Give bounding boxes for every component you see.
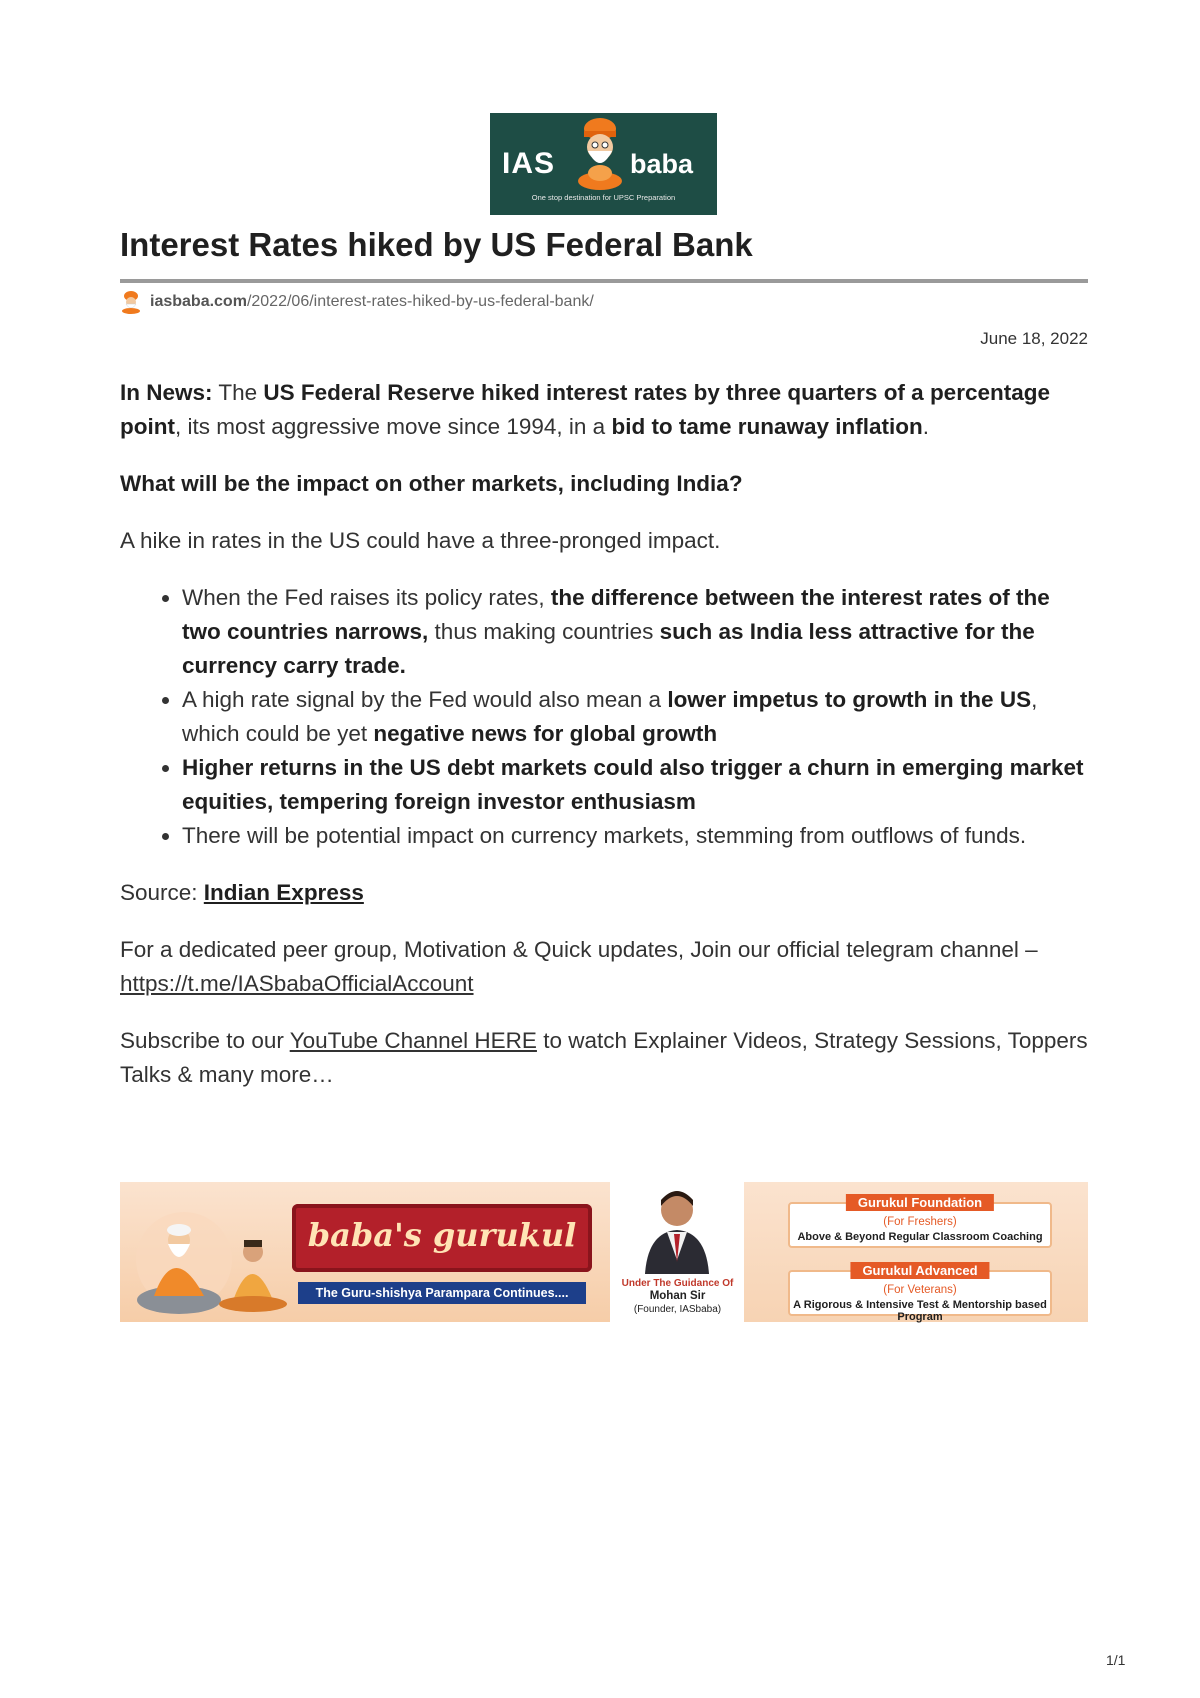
gurukul-advanced-card[interactable] (788, 1263, 1052, 1323)
gurukul-advanced-tag: Gurukul Advanced (850, 1262, 989, 1279)
mentor-role: (Founder, IASbaba) (633, 1304, 722, 1315)
mentor-caption (610, 1277, 745, 1316)
bullet2-text-1: A high rate signal by the Fed would also mean a (182, 687, 668, 712)
bullet2-bold-2: negative news for global growth (373, 721, 718, 746)
guru-shishya-ribbon: The Guru-shishya Parampara Continues.... (298, 1282, 586, 1304)
gurukul-foundation-card[interactable] (788, 1195, 1052, 1248)
question-heading (120, 467, 1088, 501)
bullet1-bold-2: such as India less attractive for the currency carry trade. (182, 619, 1035, 678)
youtube-paragraph (120, 1024, 1088, 1092)
in-news-bold-1: US Federal Reserve hiked interest rates by three quarters of a percentage point (120, 380, 1050, 439)
question-text: What will be the impact on other markets, including India? (120, 471, 743, 496)
source-path: /2022/06/interest-rates-hiked-by-us-federal-bank/ (246, 293, 594, 310)
bullet3-bold: Higher returns in the US debt markets could also trigger a churn in emerging market equities, tempering foreign investor enthusiasm (182, 755, 1084, 814)
source-domain: iasbaba.com (150, 293, 247, 310)
in-news-text-2: , its most aggressive move since 1994, in a (174, 414, 612, 439)
gurukul-scroll (292, 1204, 592, 1272)
article-title: Interest Rates hiked by US Federal Bank (120, 226, 753, 263)
article-body (120, 376, 1088, 1115)
gurukul-foundation-tag: Gurukul Foundation (846, 1194, 994, 1211)
banner-left-panel (120, 1182, 610, 1322)
gurukul-banner[interactable] (120, 1182, 1088, 1322)
bullet4-text: There will be potential impact on currency markets, stemming from outflows of funds. (182, 823, 1027, 848)
telegram-text: For a dedicated peer group, Motivation & Quick updates, Join our official telegram channel – (120, 937, 1038, 962)
logo-ias-text: IAS (502, 147, 556, 180)
source-paragraph (120, 876, 1088, 910)
iasbaba-logo[interactable] (490, 113, 717, 215)
bullet1-text-2: thus making countries (428, 619, 660, 644)
indian-express-link[interactable]: Indian Express (203, 880, 364, 905)
list-item (182, 683, 1088, 751)
bullet2-bold-1: lower impetus to growth in the US (667, 687, 1032, 712)
banner-programs-panel (744, 1182, 1088, 1322)
bullet2-text-2: , which could be yet (182, 687, 1038, 746)
in-news-paragraph (120, 376, 1088, 444)
gurukul-advanced-sub: (For Veterans) (883, 1284, 957, 1296)
in-news-text-1: The (218, 380, 264, 405)
list-item (182, 581, 1088, 683)
list-item (182, 819, 1088, 853)
gurukul-foundation-sub: (For Freshers) (883, 1216, 957, 1228)
bullet1-text-1: When the Fed raises its policy rates, (182, 585, 551, 610)
mentor-name: Mohan Sir (649, 1290, 706, 1302)
youtube-text-pre: Subscribe to our (120, 1028, 290, 1053)
impact-list (120, 581, 1088, 853)
telegram-paragraph (120, 933, 1088, 1001)
bullet1-bold-1: the difference between the interest rates of the two countries narrows, (182, 585, 1050, 644)
site-favicon-icon (120, 290, 142, 314)
publish-date: June 18, 2022 (980, 329, 1088, 348)
gurukul-foundation-desc: Above & Beyond Regular Classroom Coaching (797, 1231, 1043, 1243)
telegram-link[interactable]: https://t.me/IASbabaOfficialAccount (120, 971, 474, 996)
in-news-bold-2: bid to tame runaway inflation (611, 414, 923, 439)
in-news-label: In News: (120, 380, 213, 405)
source-url-line[interactable] (120, 290, 594, 314)
youtube-channel-link[interactable]: YouTube Channel HERE (289, 1028, 537, 1053)
mentor-photo-icon (610, 1182, 745, 1274)
title-divider (120, 279, 1088, 283)
youtube-text-post: to watch Explainer Videos, Strategy Sessions, Toppers Talks & many more… (120, 1028, 1088, 1087)
baba-mascot-icon (570, 115, 630, 193)
intro-paragraph: A hike in rates in the US could have a three-pronged impact. (120, 528, 721, 553)
in-news-text-3: . (922, 414, 929, 439)
page-number: 1/1 (1106, 1652, 1126, 1668)
logo-tagline: One stop destination for UPSC Preparation (531, 193, 676, 202)
source-label: Source: (120, 880, 204, 905)
guidance-label: Under The Guidance Of (621, 1278, 734, 1289)
logo-baba-text: baba (630, 149, 694, 179)
banner-mentor-panel (610, 1182, 745, 1322)
guru-shishya-illustration-icon (134, 1200, 294, 1318)
scroll-title: baba's gurukul (307, 1216, 577, 1254)
gurukul-advanced-desc: A Rigorous & Intensive Test & Mentorship based Program (793, 1299, 1047, 1323)
list-item (182, 751, 1088, 819)
